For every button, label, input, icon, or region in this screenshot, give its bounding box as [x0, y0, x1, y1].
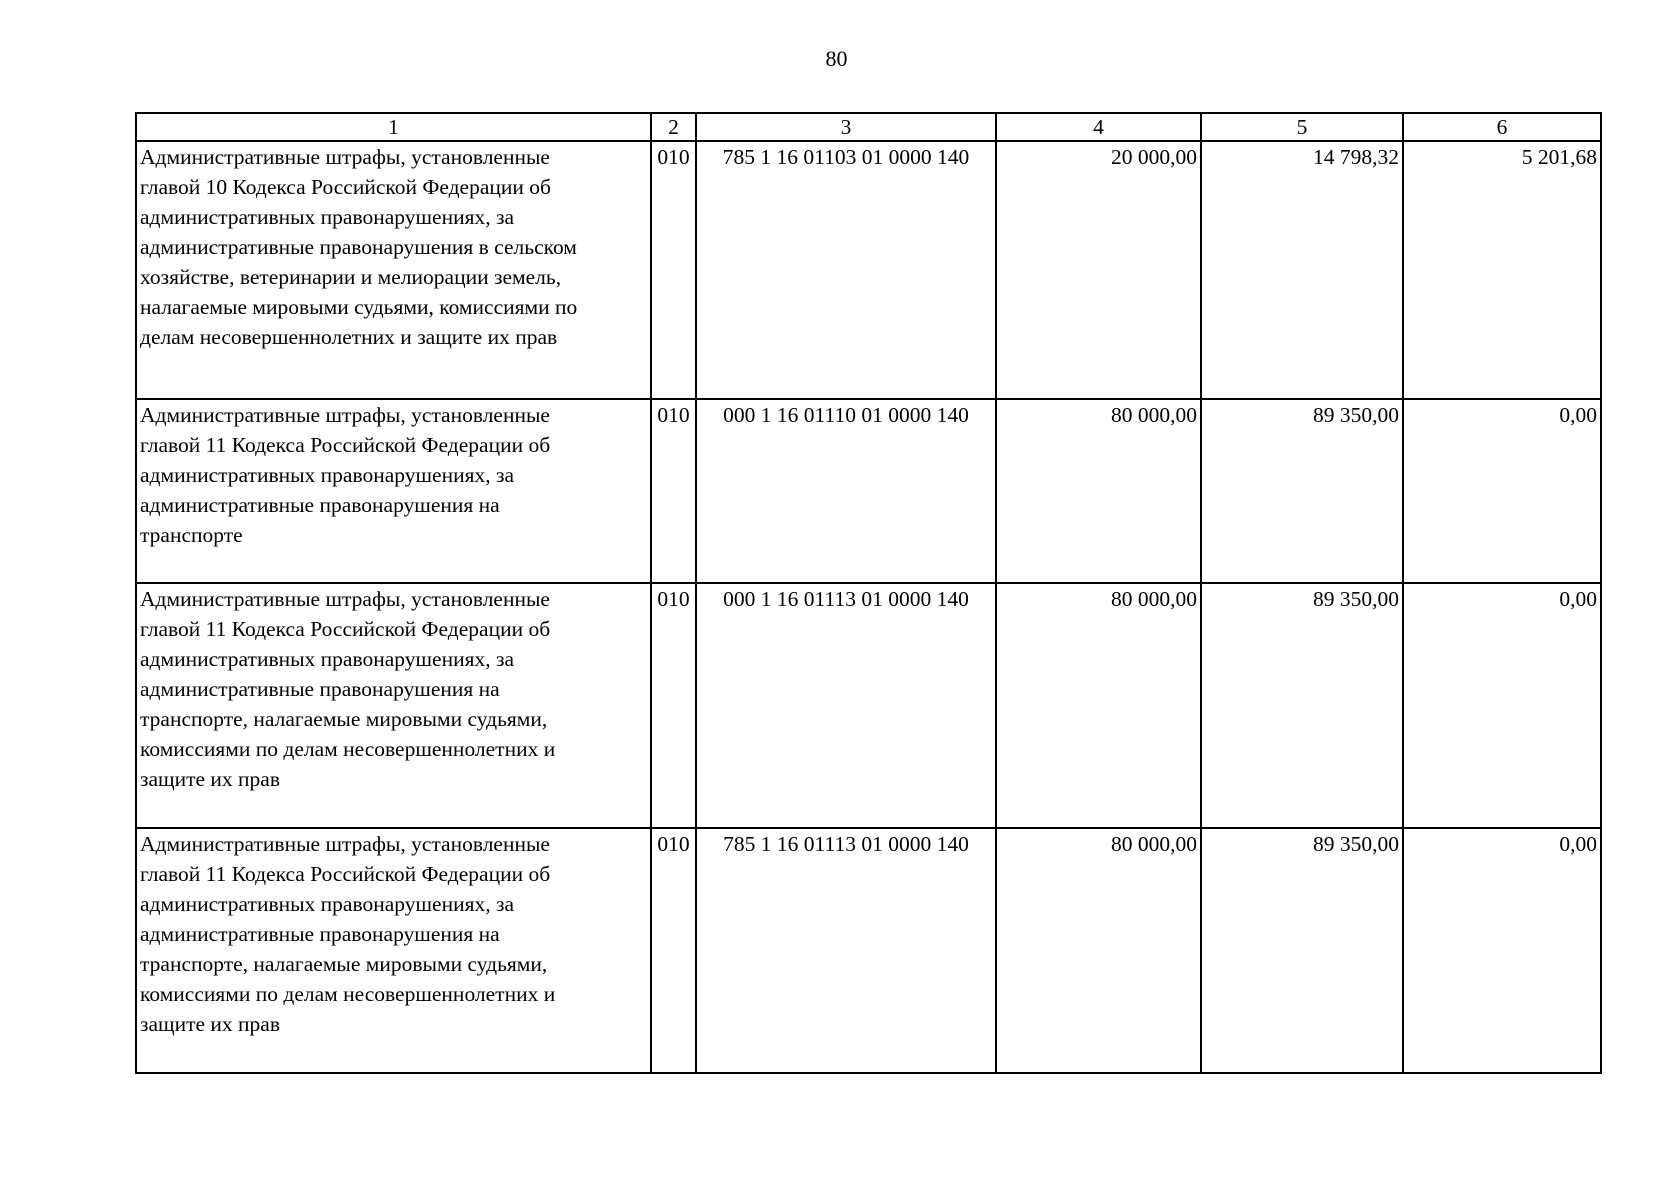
page-number: 80 [825, 46, 848, 71]
row-income-code: 785 1 16 01103 01 0000 140 [696, 141, 996, 399]
table-row [136, 141, 1601, 399]
row-unexecuted: 5 201,68 [1403, 141, 1601, 399]
row-unexecuted: 0,00 [1403, 583, 1601, 828]
row-line-code: 010 [651, 583, 696, 828]
report-table [135, 112, 1602, 1074]
row-executed: 89 350,00 [1201, 828, 1403, 1073]
header-col-4: 4 [996, 113, 1201, 141]
row-approved: 20 000,00 [996, 141, 1201, 399]
header-row [136, 113, 1601, 141]
row-name: Административные штрафы, установленные главой 10 Кодекса Российской Федерации об административных правонарушениях, за административные правонарушения в сельском хозяйстве, ветеринарии и мелиорации земель, налагаемые мировыми судьями, комиссиями по делам несовершеннолетних и защите их прав [136, 141, 651, 399]
row-line-code: 010 [651, 828, 696, 1073]
header-col-1: 1 [136, 113, 651, 141]
row-income-code: 785 1 16 01113 01 0000 140 [696, 828, 996, 1073]
row-line-code: 010 [651, 141, 696, 399]
header-col-5: 5 [1201, 113, 1403, 141]
row-unexecuted: 0,00 [1403, 828, 1601, 1073]
row-name: Административные штрафы, установленные главой 11 Кодекса Российской Федерации об административных правонарушениях, за административные правонарушения на транспорте, налагаемые мировыми судьями, комиссиями по делам несовершеннолетних и защите их прав [136, 828, 651, 1073]
row-unexecuted: 0,00 [1403, 399, 1601, 583]
row-executed: 89 350,00 [1201, 583, 1403, 828]
row-name: Административные штрафы, установленные главой 11 Кодекса Российской Федерации об административных правонарушениях, за административные правонарушения на транспорте, налагаемые мировыми судьями, комиссиями по делам несовершеннолетних и защите их прав [136, 583, 651, 828]
row-executed: 89 350,00 [1201, 399, 1403, 583]
row-executed: 14 798,32 [1201, 141, 1403, 399]
header-col-3: 3 [696, 113, 996, 141]
table-row [136, 828, 1601, 1073]
row-line-code: 010 [651, 399, 696, 583]
row-approved: 80 000,00 [996, 828, 1201, 1073]
row-name: Административные штрафы, установленные главой 11 Кодекса Российской Федерации об административных правонарушениях, за административные правонарушения на транспорте [136, 399, 651, 583]
row-income-code: 000 1 16 01113 01 0000 140 [696, 583, 996, 828]
table-row [136, 583, 1601, 828]
row-income-code: 000 1 16 01110 01 0000 140 [696, 399, 996, 583]
table-row [136, 399, 1601, 583]
header-col-2: 2 [651, 113, 696, 141]
row-approved: 80 000,00 [996, 399, 1201, 583]
row-approved: 80 000,00 [996, 583, 1201, 828]
header-col-6: 6 [1403, 113, 1601, 141]
